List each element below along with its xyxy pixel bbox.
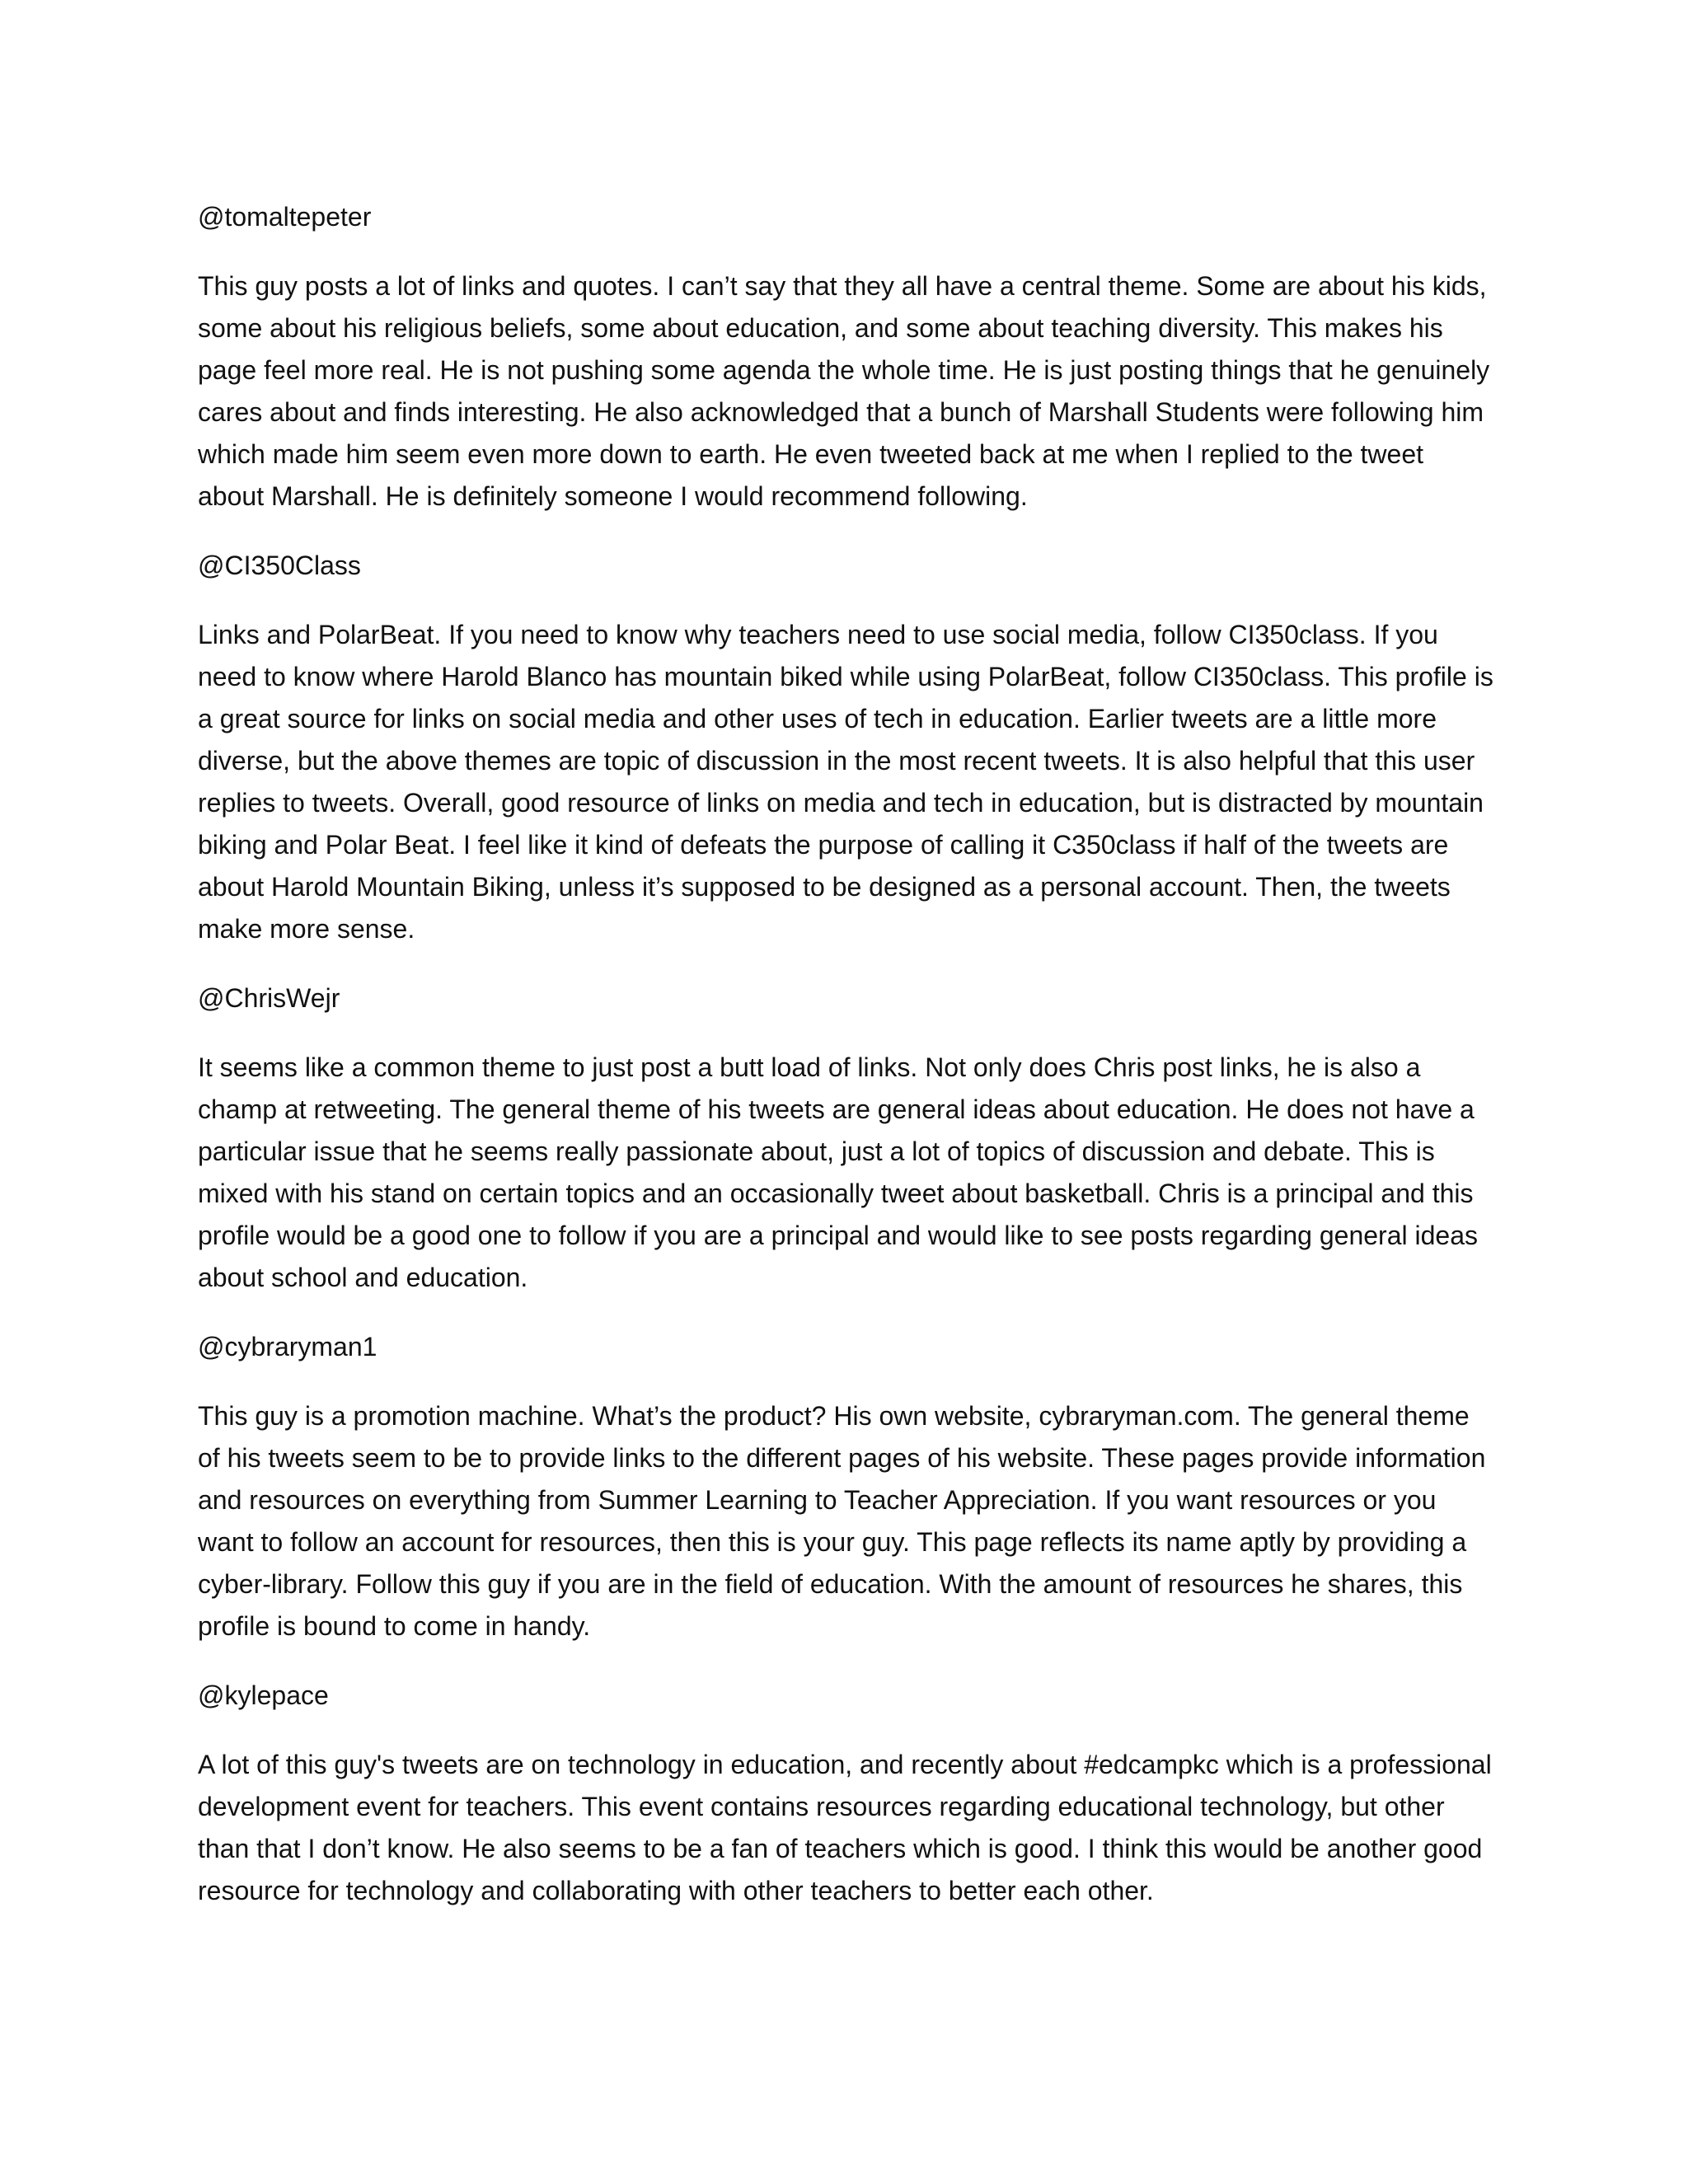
review-paragraph: This guy posts a lot of links and quotes. I can’t say that they all have a central theme. Some are about his kids, some about his religious beliefs, some about education, and some about teaching diversity. This makes his page feel more real. He is not pushing some agenda the whole time. He is just posting things that he genuinely cares about and finds interesting. He also acknowledged that a bunch of Marshall Students were following him which made him seem even more down to earth. He even tweeted back at me when I replied to the tweet about Marshall. He is definitely someone I would recommend following. xyxy=(198,271,1490,511)
review-paragraph: It seems like a common theme to just post a butt load of links. Not only does Chris post links, he is also a champ at retweeting. The general theme of his tweets are general ideas about education. He does not have a particular issue that he seems really passionate about, just a lot of topics of discussion and debate. This is mixed with his stand on certain topics and an occasionally tweet about basketball. Chris is a principal and this profile would be a good one to follow if you are a principal and would like to see posts regarding general ideas about school and education. xyxy=(198,1052,1478,1292)
review-section-chriswejr xyxy=(198,977,1496,1299)
review-section-cybraryman1 xyxy=(198,1326,1496,1647)
twitter-handle: @kylepace xyxy=(198,1680,329,1710)
review-section-tomaltepeter xyxy=(198,196,1496,518)
twitter-handle: @tomaltepeter xyxy=(198,202,372,232)
twitter-handle: @ChrisWejr xyxy=(198,983,340,1013)
document-body xyxy=(198,196,1496,1939)
review-section-kylepace xyxy=(198,1675,1496,1912)
review-paragraph: A lot of this guy's tweets are on technology in education, and recently about #edcampkc which is a professional development event for teachers. This event contains resources regarding educational technology, but other than that I don’t know. He also seems to be a fan of teachers which is good. I think this would be another good resource for technology and collaborating with other teachers to better each other. xyxy=(198,1750,1492,1905)
review-paragraph: This guy is a promotion machine. What’s the product? His own website, cybraryman.com. The general theme of his tweets seem to be to provide links to the different pages of his website. These pages provide information and resources on everything from Summer Learning to Teacher Appreciation. If you want resources or you want to follow an account for resources, then this is your guy. This page reflects its name aptly by providing a cyber-library. Follow this guy if you are in the field of education. With the amount of resources he shares, this profile is bound to come in handy. xyxy=(198,1401,1486,1641)
twitter-handle: @CI350Class xyxy=(198,551,361,580)
twitter-handle: @cybraryman1 xyxy=(198,1332,377,1361)
review-section-ci350class xyxy=(198,545,1496,950)
review-paragraph: Links and PolarBeat. If you need to know why teachers need to use social media, follow CI350class. If you need to know where Harold Blanco has mountain biked while using PolarBeat, follow CI350class. This profile is a great source for links on social media and other uses of tech in education. Earlier tweets are a little more diverse, but the above themes are topic of discussion in the most recent tweets. It is also helpful that this user replies to tweets. Overall, good resource of links on media and tech in education, but is distracted by mountain biking and Polar Beat. I feel like it kind of defeats the purpose of calling it C350class if half of the tweets are about Harold Mountain Biking, unless it’s supposed to be designed as a personal account. Then, the tweets make more sense. xyxy=(198,620,1493,944)
